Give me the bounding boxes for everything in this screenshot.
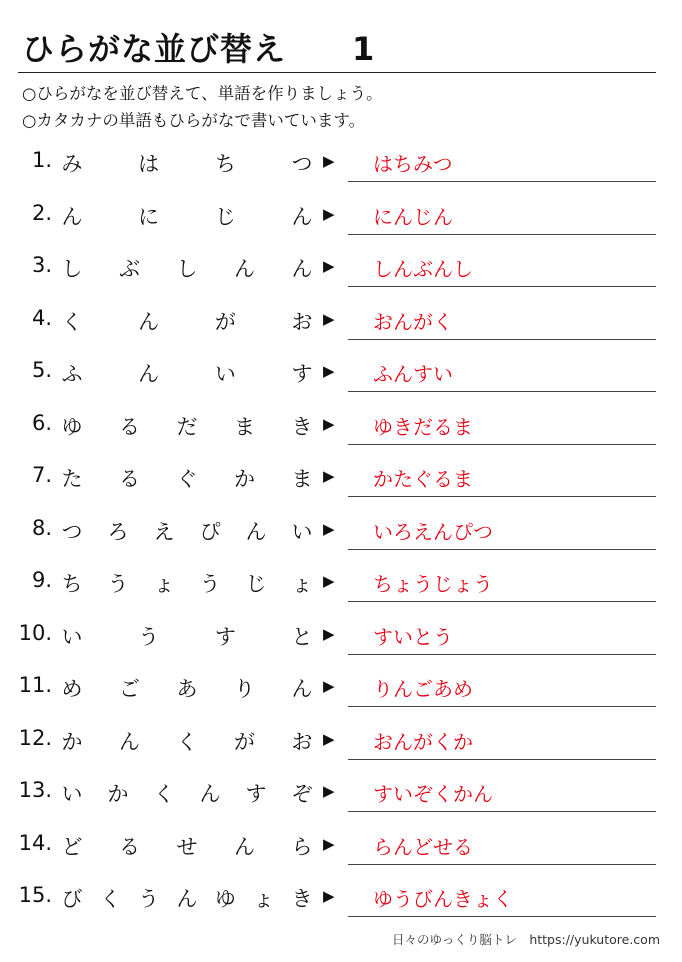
scrambled-char: く: [99, 887, 121, 911]
exercise-row: [0, 773, 682, 825]
question-number: 7.: [31, 463, 52, 487]
instruction-2: ○カタカナの単語もひらがなで書いています。: [22, 111, 366, 130]
exercise-row: [0, 248, 682, 300]
exercise-row: [0, 353, 682, 405]
answer-text: しんぶんし: [373, 257, 473, 281]
scrambled-char: す: [291, 362, 313, 386]
exercise-row: [0, 301, 682, 353]
answer-line: [348, 496, 656, 497]
answer-text: おんがくか: [373, 729, 473, 754]
arrow-right-icon: ▶: [323, 624, 335, 643]
answer-line: [348, 444, 656, 445]
answer-text: ちょうじょう: [373, 572, 493, 596]
answer-line: [348, 339, 656, 340]
question-number: 11.: [18, 673, 52, 697]
answer-text: すいとう: [373, 624, 453, 649]
scrambled-char: ぐ: [176, 467, 198, 491]
question-number: 15.: [18, 883, 52, 907]
scrambled-char: ま: [234, 414, 255, 439]
scrambled-char: う: [138, 887, 160, 911]
exercise-row: [0, 458, 682, 510]
scrambled-char: び: [61, 887, 83, 911]
answer-line: [348, 811, 656, 812]
answer-line: [348, 654, 656, 655]
scrambled-char: ん: [234, 257, 255, 281]
scrambled-char: ん: [245, 519, 267, 544]
scrambled-char: だ: [176, 414, 198, 439]
scrambled-char: ふ: [61, 362, 83, 386]
scrambled-char: つ: [61, 519, 83, 544]
scrambled-char: ま: [291, 467, 313, 491]
answer-text: ゆきだるま: [373, 414, 473, 439]
scrambled-char: ん: [176, 887, 198, 911]
answer-text: ふんすい: [373, 362, 453, 386]
question-number: 4.: [31, 305, 52, 330]
title-divider: [18, 72, 656, 73]
answer-text: かたぐるま: [373, 467, 473, 491]
arrow-right-icon: ▶: [323, 519, 335, 538]
scrambled-char: く: [176, 729, 198, 754]
scrambled-char: ん: [119, 729, 140, 754]
scrambled-char: ん: [61, 204, 83, 229]
scrambled-char: え: [153, 519, 175, 544]
exercise-row: [0, 406, 682, 458]
arrow-right-icon: ▶: [323, 414, 335, 433]
question-number: 12.: [18, 725, 52, 750]
scrambled-char: ん: [291, 677, 313, 701]
scrambled-char: が: [214, 309, 236, 334]
answer-line: [348, 759, 656, 760]
arrow-right-icon: ▶: [323, 782, 335, 800]
exercise-row: [0, 878, 682, 930]
arrow-right-icon: ▶: [323, 572, 335, 590]
scrambled-char: か: [234, 467, 255, 491]
instruction-1: ○ひらがなを並び替えて、単語を作りましょう。: [22, 84, 383, 103]
exercise-row: [0, 196, 682, 248]
question-number: 8.: [31, 515, 52, 540]
footer-credit: 日々のゆっくり脳トレ https://yukutore.com: [391, 932, 660, 947]
question-number: 3.: [31, 253, 52, 277]
scrambled-char: い: [61, 782, 83, 806]
answer-line: [348, 864, 656, 865]
answer-line: [348, 234, 656, 235]
scrambled-char: あ: [176, 677, 198, 701]
answer-text: にんじん: [373, 204, 453, 229]
scrambled-char: ょ: [291, 572, 313, 596]
scrambled-char: ゆ: [214, 887, 236, 911]
scrambled-char: う: [138, 624, 160, 649]
scrambled-char: い: [291, 519, 313, 544]
page-title: ひらがな並び替え 1: [22, 30, 376, 68]
answer-line: [348, 391, 656, 392]
scrambled-char: ん: [138, 362, 160, 386]
scrambled-char: く: [153, 782, 175, 806]
scrambled-char: す: [245, 782, 267, 806]
scrambled-char: と: [291, 624, 313, 649]
arrow-right-icon: ▶: [323, 309, 335, 328]
scrambled-char: き: [291, 414, 313, 439]
scrambled-char: ら: [291, 834, 313, 859]
answer-text: らんどせる: [373, 834, 473, 859]
scrambled-char: る: [119, 467, 140, 491]
scrambled-char: せ: [176, 834, 198, 859]
answer-line: [348, 549, 656, 550]
arrow-right-icon: ▶: [323, 257, 335, 275]
scrambled-char: ん: [291, 257, 313, 281]
answer-line: [348, 181, 656, 182]
exercise-row: [0, 668, 682, 720]
answer-line: [348, 706, 656, 707]
scrambled-char: つ: [291, 152, 313, 176]
answer-text: すいぞくかん: [373, 782, 493, 806]
scrambled-char: う: [199, 572, 221, 596]
question-number: 10.: [18, 620, 52, 645]
scrambled-char: か: [107, 782, 129, 806]
scrambled-char: ぞ: [291, 782, 313, 806]
scrambled-char: お: [291, 309, 313, 334]
scrambled-char: ん: [138, 309, 160, 334]
arrow-right-icon: ▶: [323, 204, 335, 223]
scrambled-char: い: [61, 624, 83, 649]
question-number: 9.: [31, 568, 52, 592]
arrow-right-icon: ▶: [323, 834, 335, 853]
question-number: 5.: [31, 358, 52, 382]
arrow-right-icon: ▶: [323, 362, 335, 380]
scrambled-char: ぴ: [199, 519, 221, 544]
scrambled-char: る: [119, 414, 140, 439]
scrambled-char: う: [107, 572, 129, 596]
scrambled-char: じ: [245, 572, 267, 596]
answer-text: おんがく: [373, 309, 453, 334]
scrambled-char: る: [119, 834, 140, 859]
scrambled-char: り: [234, 677, 255, 701]
answer-text: はちみつ: [373, 152, 453, 176]
arrow-right-icon: ▶: [323, 677, 335, 695]
scrambled-char: ご: [119, 677, 140, 701]
question-number: 13.: [18, 778, 52, 802]
scrambled-char: ん: [291, 204, 313, 229]
scrambled-char: ょ: [253, 887, 275, 911]
scrambled-char: ん: [234, 834, 255, 859]
scrambled-char: じ: [214, 204, 236, 229]
scrambled-char: い: [214, 362, 236, 386]
answer-line: [348, 286, 656, 287]
scrambled-char: し: [61, 257, 83, 281]
exercise-row: [0, 616, 682, 668]
scrambled-char: め: [61, 677, 83, 701]
scrambled-char: ん: [199, 782, 221, 806]
exercise-row: [0, 511, 682, 563]
answer-line: [348, 916, 656, 917]
scrambled-char: た: [61, 467, 83, 491]
exercise-row: [0, 143, 682, 195]
arrow-right-icon: ▶: [323, 729, 335, 748]
scrambled-char: み: [61, 152, 83, 176]
exercise-row: [0, 721, 682, 773]
exercise-row: [0, 826, 682, 878]
answer-text: りんごあめ: [373, 677, 473, 701]
answer-text: いろえんぴつ: [373, 519, 493, 544]
scrambled-char: す: [214, 624, 236, 649]
answer-text: ゆうびんきょく: [373, 887, 513, 911]
scrambled-char: ょ: [153, 572, 175, 596]
scrambled-char: ち: [214, 152, 236, 176]
question-number: 2.: [31, 200, 52, 225]
question-number: 1.: [31, 148, 52, 172]
arrow-right-icon: ▶: [323, 887, 335, 905]
scrambled-char: ろ: [107, 519, 129, 544]
scrambled-char: ち: [61, 572, 83, 596]
scrambled-char: が: [234, 729, 255, 754]
scrambled-char: に: [138, 204, 160, 229]
question-number: 6.: [31, 410, 52, 435]
scrambled-char: ぶ: [119, 257, 140, 281]
scrambled-char: く: [61, 309, 83, 334]
scrambled-char: ゆ: [61, 414, 83, 439]
scrambled-char: か: [61, 729, 83, 754]
arrow-right-icon: ▶: [323, 152, 335, 170]
scrambled-char: は: [138, 152, 160, 176]
arrow-right-icon: ▶: [323, 467, 335, 485]
exercise-row: [0, 563, 682, 615]
scrambled-char: お: [291, 729, 313, 754]
answer-line: [348, 601, 656, 602]
scrambled-char: ど: [61, 834, 83, 859]
scrambled-char: き: [291, 887, 313, 911]
question-number: 14.: [18, 830, 52, 855]
scrambled-char: し: [176, 257, 198, 281]
